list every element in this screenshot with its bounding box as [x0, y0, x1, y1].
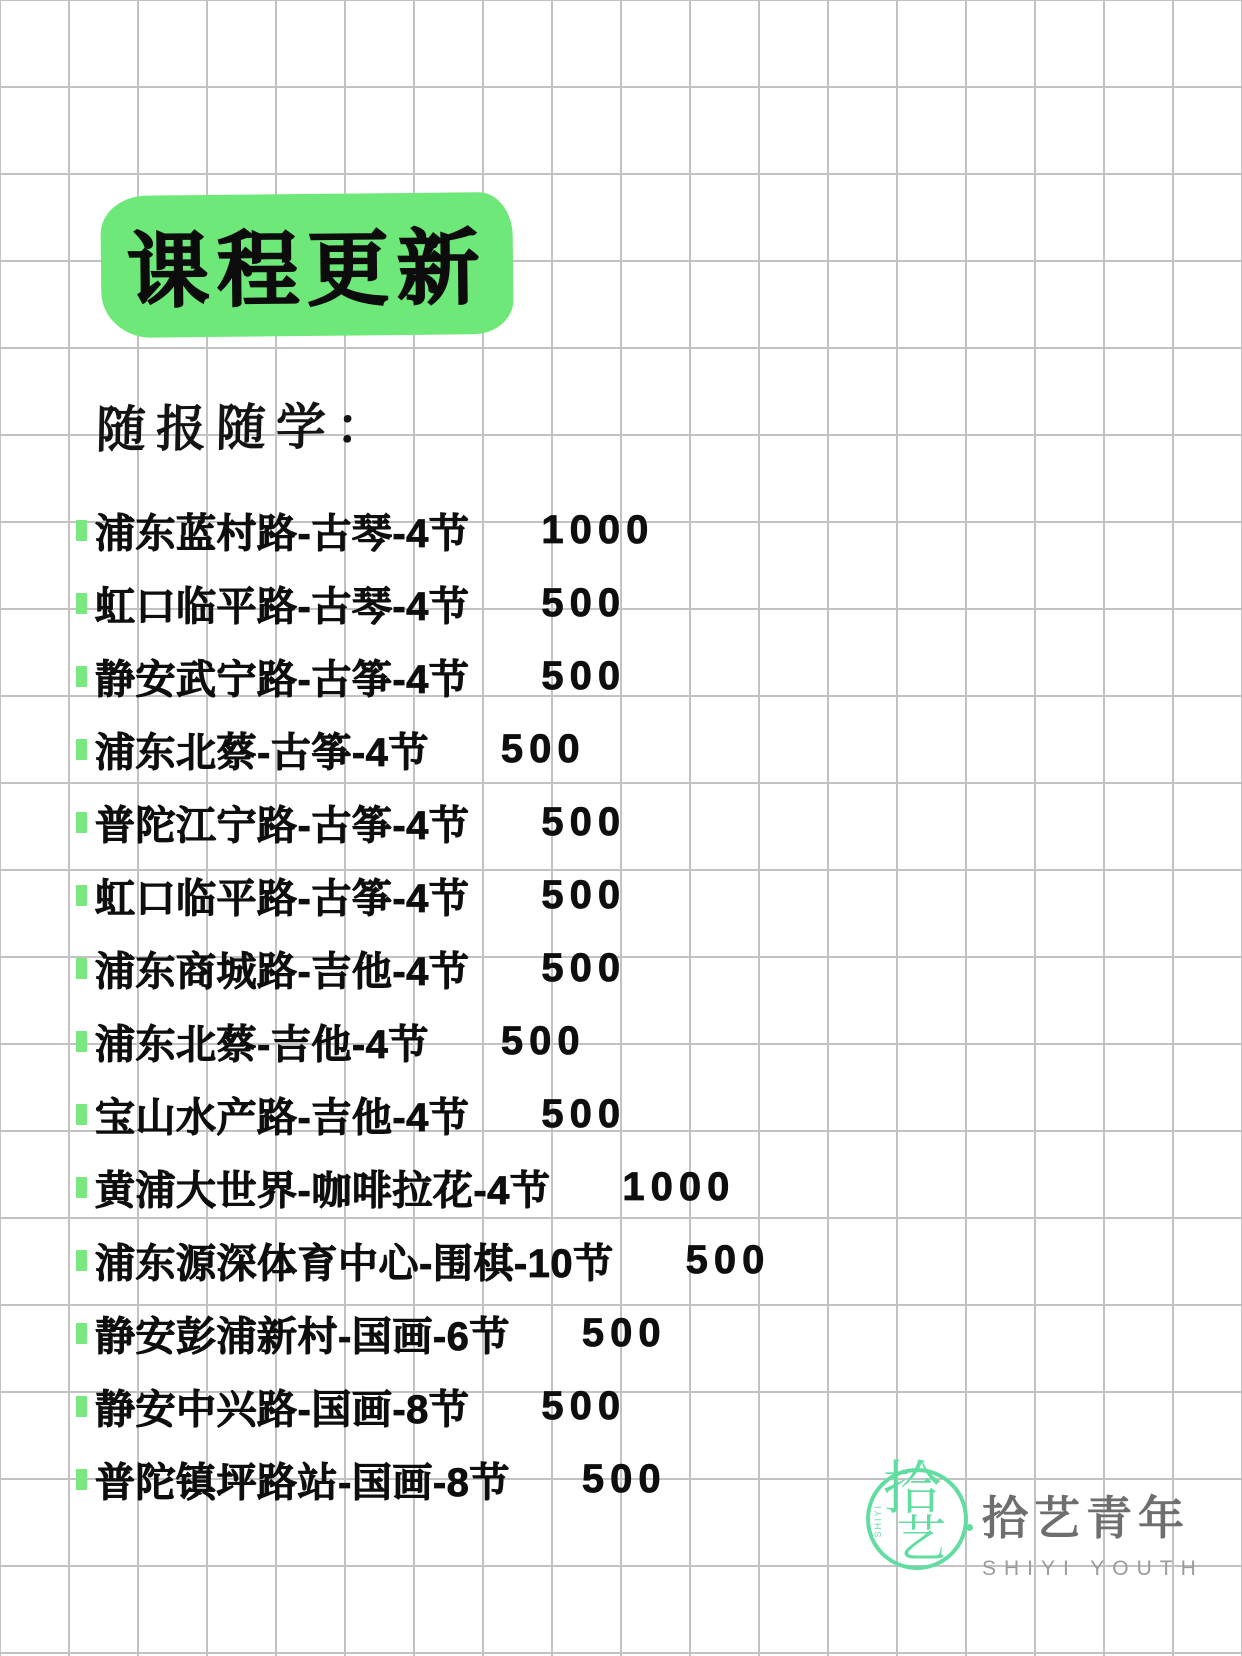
course-row: [76, 1297, 1176, 1370]
course-price: 500: [541, 800, 627, 844]
bullet-icon: [76, 520, 87, 541]
course-name: 浦东蓝村路-古琴-4节: [95, 512, 470, 556]
course-price: 500: [541, 581, 627, 625]
course-row: [76, 1224, 1176, 1297]
course-price: 500: [581, 1457, 667, 1501]
course-name: 普陀镇坪路站-国画-8节: [95, 1461, 510, 1505]
logo-side-text: SHIYI: [873, 1504, 883, 1538]
course-name: 普陀江宁路-古筝-4节: [95, 804, 470, 848]
course-name: 浦东北蔡-古筝-4节: [95, 731, 429, 775]
bullet-icon: [76, 1031, 87, 1052]
brand-logo-text: [982, 1468, 1204, 1581]
bullet-icon: [76, 885, 87, 906]
bullet-icon: [76, 666, 87, 687]
course-name: 虹口临平路-古琴-4节: [95, 585, 470, 629]
bullet-icon: [76, 1177, 87, 1198]
course-name: 静安彭浦新村-国画-6节: [95, 1315, 510, 1359]
course-row: [76, 713, 1176, 786]
bullet-icon: [76, 593, 87, 614]
course-row: [76, 1370, 1176, 1443]
course-row: [76, 1078, 1176, 1151]
course-price: 500: [541, 1092, 627, 1136]
title-highlight-blob: [100, 192, 513, 338]
course-price: 500: [685, 1238, 771, 1282]
course-name: 静安武宁路-古筝-4节: [95, 658, 470, 702]
bullet-icon: [76, 739, 87, 760]
logo-char-top: 拾: [883, 1456, 942, 1521]
course-price: 500: [541, 654, 627, 698]
course-price: 500: [581, 1311, 667, 1355]
course-name: 静安中兴路-国画-8节: [95, 1388, 470, 1432]
bullet-icon: [76, 1323, 87, 1344]
brand-name-cn: 拾艺青年: [982, 1492, 1190, 1544]
course-row: [76, 1151, 1176, 1224]
bullet-icon: [76, 812, 87, 833]
course-row: [76, 786, 1176, 859]
course-row: [76, 859, 1176, 932]
bullet-icon: [76, 1250, 87, 1271]
course-row: [76, 1005, 1176, 1078]
brand-logo: [866, 1456, 1204, 1581]
course-row: [76, 494, 1176, 567]
course-name: 浦东源深体育中心-围棋-10节: [95, 1242, 614, 1286]
brand-name-en: SHIYI YOUTH: [982, 1557, 1204, 1580]
course-price: 500: [500, 1019, 586, 1063]
course-price: 1000: [622, 1165, 736, 1209]
course-name: 黄浦大世界-咖啡拉花-4节: [95, 1169, 551, 1213]
logo-char-bottom: 艺: [896, 1511, 946, 1567]
bullet-icon: [76, 958, 87, 979]
course-name: 宝山水产路-吉他-4节: [95, 1096, 470, 1140]
course-name: 浦东商城路-吉他-4节: [95, 950, 470, 994]
subtitle: 随报随学：: [95, 397, 397, 459]
course-row: [76, 932, 1176, 1005]
page-title: 课程更新: [126, 222, 488, 318]
course-name: 虹口临平路-古筝-4节: [95, 877, 470, 921]
course-price: 500: [541, 946, 627, 990]
course-price: 500: [541, 873, 627, 917]
brand-logo-mark-icon: [866, 1456, 968, 1570]
logo-dot-icon: [966, 1524, 973, 1531]
course-name: 浦东北蔡-吉他-4节: [95, 1023, 429, 1067]
course-price: 500: [541, 1384, 627, 1428]
bullet-icon: [76, 1104, 87, 1125]
course-row: [76, 567, 1176, 640]
bullet-icon: [76, 1469, 87, 1490]
course-price: 1000: [541, 508, 655, 552]
bullet-icon: [76, 1396, 87, 1417]
course-price: 500: [500, 727, 586, 771]
course-row: [76, 640, 1176, 713]
